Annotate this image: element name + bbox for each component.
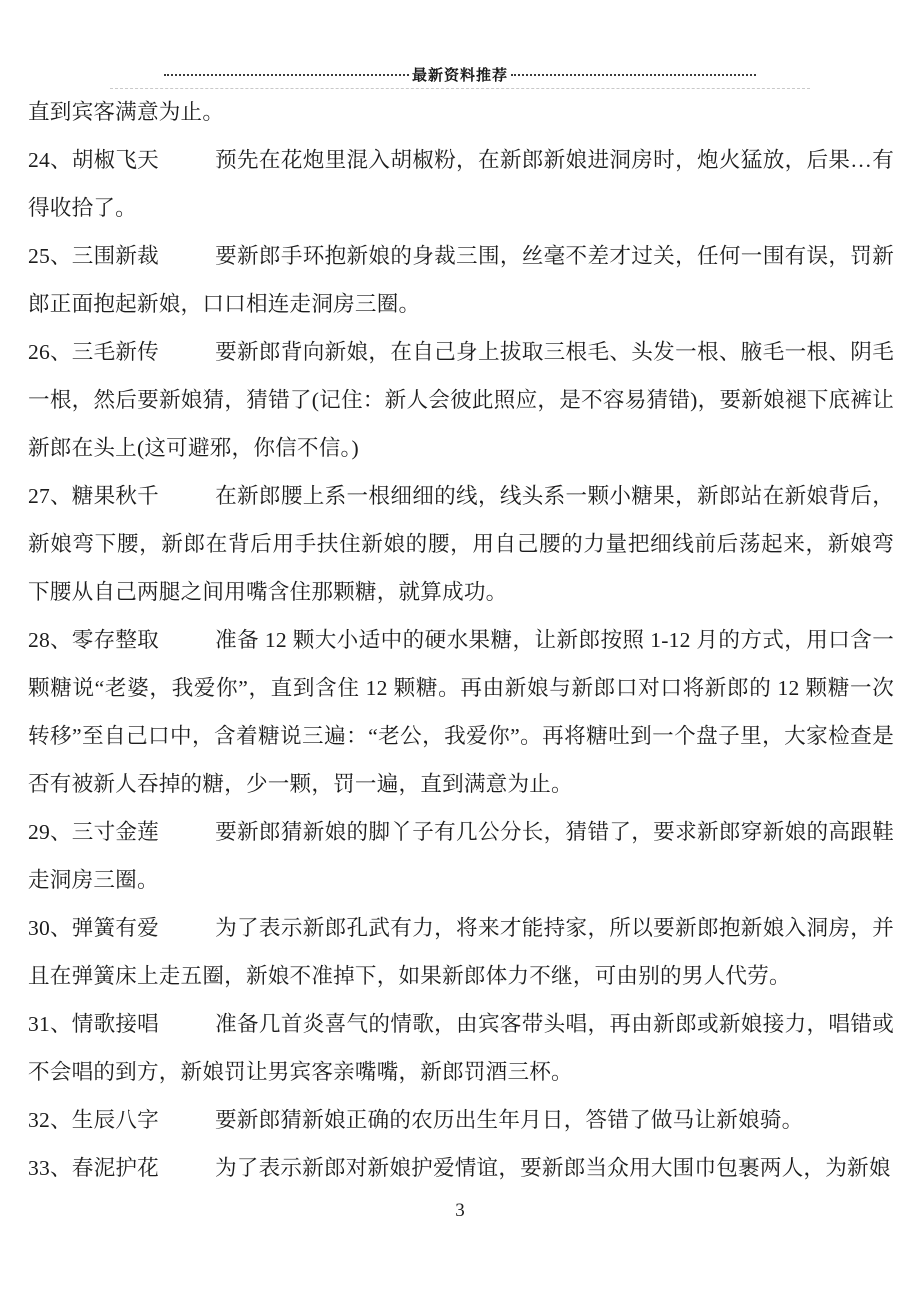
list-item <box>28 808 894 904</box>
list-item <box>28 328 894 472</box>
item-label: 24、胡椒飞天 <box>28 148 159 172</box>
list-item <box>28 1144 894 1192</box>
item-description: 在新郎腰上系一根细细的线，线头系一颗小糖果，新郎站在新娘背后，新娘弯下腰，新郎在背后用手扶住新娘的腰，用自己腰的力量把细线前后荡起来，新娘弯下腰从自己两腿之间用嘴含住那颗糖，就算成功。 <box>28 484 894 604</box>
item-label: 25、三围新裁 <box>28 244 159 268</box>
item-description: 要新郎猜新娘的脚丫子有几公分长，猜错了，要求新郎穿新娘的高跟鞋走洞房三圈。 <box>28 820 894 892</box>
list-item <box>28 472 894 616</box>
item-description: 准备 12 颗大小适中的硬水果糖，让新郎按照 1-12 月的方式，用口含一颗糖说“老婆，我爱你”，直到含住 12 颗糖。再由新娘与新郎口对口将新郎的 12 颗糖一次转移”至自己口中，含着糖说三遍：“老公，我爱你”。再将糖吐到一个盘子里，大家检查是否有被新人吞掉的糖，少一颗，罚一遍，直到满意为止。 <box>28 628 894 796</box>
list-item <box>28 1000 894 1096</box>
header-title: 最新资料推荐 <box>412 68 509 84</box>
item-description: 要新郎背向新娘，在自己身上拔取三根毛、头发一根、腋毛一根、阴毛一根，然后要新娘猜，猜错了(记住：新人会彼此照应，是不容易猜错)，要新娘褪下底裤让新郎在头上(这可避邪，你信不信。) <box>28 340 894 460</box>
item-description: 准备几首炎喜气的情歌，由宾客带头唱，再由新郎或新娘接力，唱错或不会唱的到方，新娘罚让男宾客亲嘴嘴，新郎罚酒三杯。 <box>28 1012 894 1084</box>
header-dotted-leader-right <box>511 74 756 76</box>
item-label: 27、糖果秋千 <box>28 484 159 508</box>
intro-paragraph: 直到宾客满意为止。 <box>28 100 225 124</box>
header-rule <box>164 64 756 85</box>
item-label: 32、生辰八字 <box>28 1108 159 1132</box>
item-label: 26、三毛新传 <box>28 340 159 364</box>
item-label: 30、弹簧有爱 <box>28 916 159 940</box>
list-item <box>28 1096 894 1144</box>
item-description: 预先在花炮里混入胡椒粉，在新郎新娘进洞房时，炮火猛放，后果…有得收拾了。 <box>28 148 894 220</box>
item-description: 为了表示新郎孔武有力，将来才能持家，所以要新郎抱新娘入洞房，并且在弹簧床上走五圈，新娘不准掉下，如果新郎体力不继，可由别的男人代劳。 <box>28 916 894 988</box>
item-description: 要新郎猜新娘正确的农历出生年月日，答错了做马让新娘骑。 <box>215 1108 804 1132</box>
list-item <box>28 904 894 1000</box>
list-item <box>28 616 894 808</box>
item-label: 28、零存整取 <box>28 628 159 652</box>
page-number: 3 <box>455 1200 465 1221</box>
item-label: 33、春泥护花 <box>28 1156 159 1180</box>
document-body <box>28 88 894 1192</box>
list-item <box>28 232 894 328</box>
item-description: 要新郎手环抱新娘的身裁三围，丝毫不差才过关，任何一围有误，罚新郎正面抱起新娘，口口相连走洞房三圈。 <box>28 244 894 316</box>
item-description: 为了表示新郎对新娘护爱情谊，要新郎当众用大围巾包裹两人，为新娘 <box>215 1156 891 1180</box>
page-header <box>0 64 920 89</box>
header-dotted-leader-left <box>164 74 409 76</box>
item-label: 31、情歌接唱 <box>28 1012 159 1036</box>
item-label: 29、三寸金莲 <box>28 820 159 844</box>
list-item <box>28 136 894 232</box>
